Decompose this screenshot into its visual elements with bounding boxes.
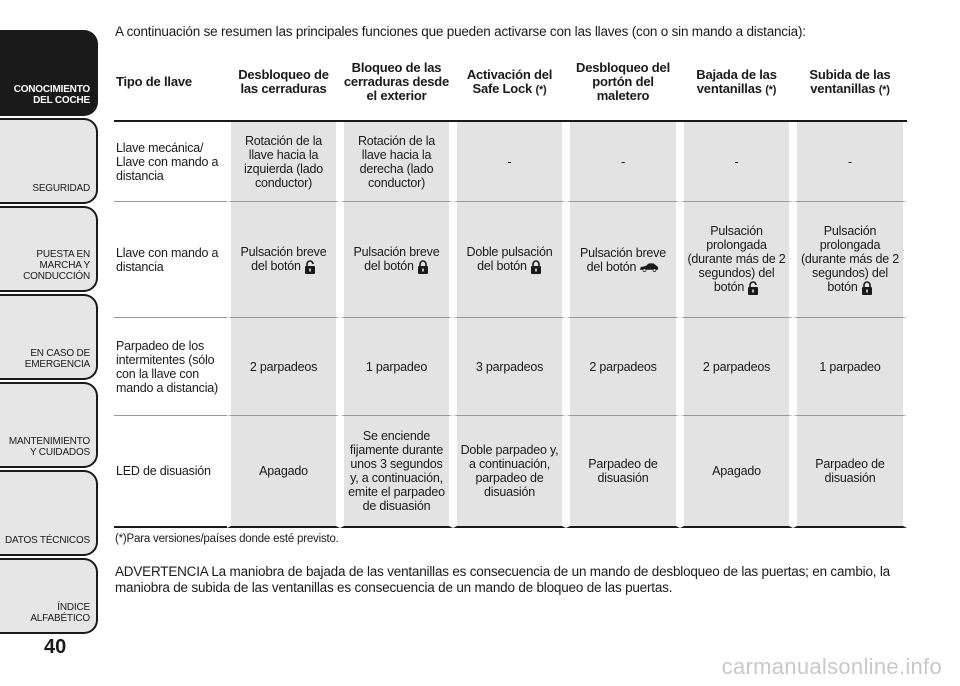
unlock-icon	[747, 281, 759, 295]
table-cell: -	[680, 122, 793, 202]
watermark: carmanualsonline.info	[721, 654, 942, 679]
tab-label: DATOS TÉCNICOS	[5, 535, 90, 546]
table-cell: Doble pulsación del botón	[453, 202, 566, 318]
table-cell: 1 parpadeo	[793, 318, 907, 416]
key-functions-table	[114, 44, 907, 528]
column-header: Bloqueo de las cerraduras desde el exterior	[340, 44, 453, 122]
table-cell: Apagado	[680, 416, 793, 528]
tab-seguridad[interactable]	[0, 118, 98, 204]
table-cell: Rotación de la llave hacia la derecha (lado conductor)	[340, 122, 453, 202]
row-label: Llave mecánica/ Llave con mando a distancia	[114, 122, 227, 202]
tab-indice-alfabetico[interactable]	[0, 558, 98, 634]
column-header: Desbloqueo de las cerraduras	[227, 44, 340, 122]
column-header: Activación del Safe Lock (*)	[453, 44, 566, 122]
lock-icon	[530, 260, 542, 274]
table-cell: -	[793, 122, 907, 202]
table-cell: Pulsación prolongada (durante más de 2 segundos) del botón	[793, 202, 907, 318]
intro-text: A continuación se resumen las principales funciones que pueden activarse con las llaves (con o sin mando a distancia):	[115, 24, 806, 39]
tab-mantenimiento[interactable]	[0, 382, 98, 468]
table-cell: Apagado	[227, 416, 340, 528]
table-row	[114, 202, 907, 318]
tab-label: PUESTA EN MARCHA Y CONDUCCIÓN	[23, 249, 90, 282]
table-cell: 3 parpadeos	[453, 318, 566, 416]
table-cell: 2 parpadeos	[227, 318, 340, 416]
tab-datos-tecnicos[interactable]	[0, 470, 98, 556]
table-cell: Pulsación breve del botón	[227, 202, 340, 318]
table-cell: -	[566, 122, 680, 202]
table-cell: Rotación de la llave hacia la izquierda (lado conductor)	[227, 122, 340, 202]
row-label: Llave con mando a distancia	[114, 202, 227, 318]
tab-emergencia[interactable]	[0, 294, 98, 380]
tab-conocimiento-del-coche[interactable]	[0, 30, 98, 116]
table-row	[114, 122, 907, 202]
warning-paragraph	[115, 564, 915, 596]
row-label: Parpadeo de los intermitentes (sólo con la llave con mando a distancia)	[114, 318, 227, 416]
column-header: Desbloqueo del portón del maletero	[566, 44, 680, 122]
table-cell: Pulsación breve del botón	[566, 202, 680, 318]
table-cell: 2 parpadeos	[566, 318, 680, 416]
warning-lead: ADVERTENCIA	[115, 564, 208, 579]
column-header: Bajada de las ventanillas (*)	[680, 44, 793, 122]
lock-icon	[417, 260, 429, 274]
table-cell: 2 parpadeos	[680, 318, 793, 416]
tab-label: SEGURIDAD	[32, 183, 90, 194]
tab-label: CONOCIMIENTO DEL COCHE	[13, 84, 90, 106]
unlock-icon	[304, 260, 316, 274]
tab-label: MANTENIMIENTO Y CUIDADOS	[8, 436, 90, 458]
table-cell: -	[453, 122, 566, 202]
table-cell: Pulsación prolongada (durante más de 2 segundos) del botón	[680, 202, 793, 318]
footnote: (*)Para versiones/países donde esté previsto.	[115, 533, 339, 545]
page-number: 40	[44, 636, 67, 658]
lock-icon	[861, 281, 873, 295]
column-header: Tipo de llave	[114, 44, 227, 122]
tab-label: EN CASO DE EMERGENCIA	[24, 348, 90, 370]
warning-text: La maniobra de bajada de las ventanillas es consecuencia de un mando de desbloqueo de las puertas; en cambio, la maniobra de subida de las ventanillas es consecuencia de un mando de bloqueo de las puertas.	[115, 564, 890, 595]
table-header-row	[114, 44, 907, 122]
tab-label: ÍNDICE ALFABÉTICO	[30, 602, 90, 624]
table-cell: 1 parpadeo	[340, 318, 453, 416]
table-cell: Doble parpadeo y, a continuación, parpadeo de disuasión	[453, 416, 566, 528]
table-cell: Parpadeo de disuasión	[566, 416, 680, 528]
row-label: LED de disuasión	[114, 416, 227, 528]
table-row	[114, 318, 907, 416]
car-trunk-icon	[639, 262, 659, 272]
table-cell: Parpadeo de disuasión	[793, 416, 907, 528]
table-cell: Pulsación breve del botón	[340, 202, 453, 318]
table-row	[114, 416, 907, 528]
tab-puesta-en-marcha[interactable]	[0, 206, 98, 292]
table-cell: Se enciende fijamente durante unos 3 segundos y, a continuación, emite el parpadeo de disuasión	[340, 416, 453, 528]
column-header: Subida de las ventanillas (*)	[793, 44, 907, 122]
